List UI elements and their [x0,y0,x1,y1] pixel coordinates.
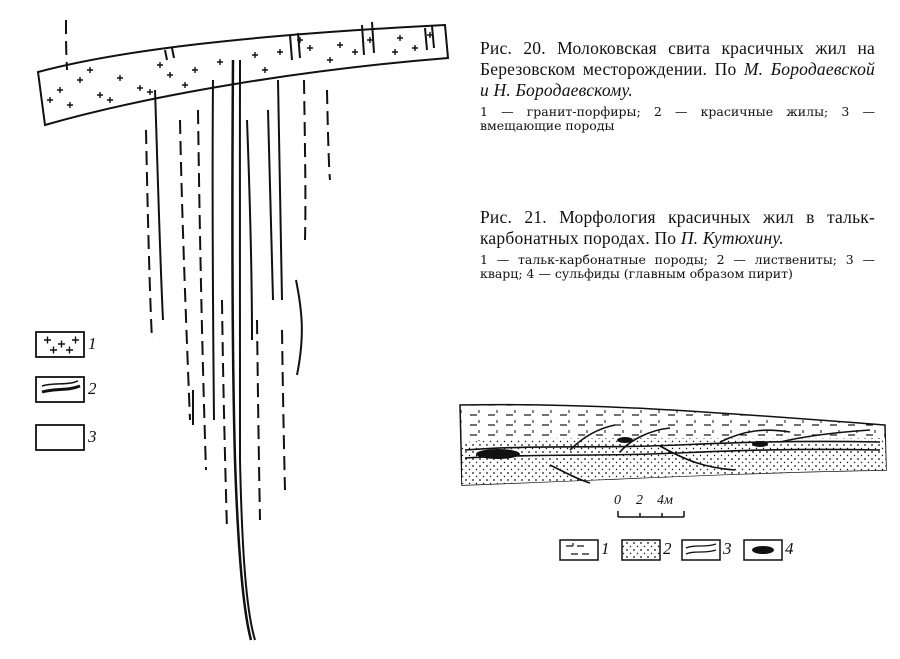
caption-fig20-prefix: Рис. 20. [480,38,546,58]
legend-num-2: 2 [88,379,97,398]
scale-label-2: 2 [636,493,643,508]
legend-box-host-rocks [36,425,84,450]
vein-dashed [304,80,305,240]
caption-fig21-prefix: Рис. 21. [480,207,547,227]
legend-fig20 [36,332,84,450]
caption-fig20-legend: 1 — гранит-порфиры; 2 — красичные жилы; 3 — вмещающие породы [480,104,875,133]
legend-num-3: 3 [88,427,97,446]
legend21-num-2: 2 [663,539,672,558]
legend21-num-1: 1 [601,539,610,558]
caption-fig21 [480,207,875,281]
caption-fig20-title [480,38,875,101]
granite-porphyry-band [38,25,448,125]
caption-fig21-title [480,207,875,249]
vein-dashed [327,90,330,180]
sulfide-body [617,437,633,443]
vein-dashed [66,20,67,70]
vein-solid [155,90,163,320]
vein-solid [213,80,214,420]
caption-fig21-authors: П. Кутюхину. [680,228,784,248]
caption-fig20-authors: М. Бородаевской и Н. Бородаевскому. [480,59,875,100]
vein-dashed [198,110,206,470]
vein-solid [268,110,273,300]
legend-num-1: 1 [88,334,97,353]
vein-solid [296,280,302,375]
scale-label-0: 0 [614,493,621,508]
caption-fig21-main: Морфология красичных жил в тальк-карбонатных породах. По [480,207,876,248]
legend21-num-4: 4 [785,539,794,558]
caption-fig20 [480,38,875,133]
vein-dashed [146,130,152,340]
caption-fig20-main: Молоковская свита красичных жил на Березовском месторождении. По [480,38,876,79]
vein-solid [278,80,282,300]
sulfide-body [752,441,768,447]
sulfide-body [476,449,520,459]
scale-bar [618,511,684,517]
vein-dashed [222,300,227,530]
vein-solid [247,120,252,340]
legend21-num-3: 3 [723,539,732,558]
legend-box-listvenite [622,540,660,560]
vein-dashed [282,330,285,490]
legend-box-talc [560,540,598,560]
vein-dashed [180,120,190,420]
caption-fig21-legend: 1 — тальк-карбонатные породы; 2 — листвениты; 3 — кварц; 4 — сульфиды (главным образом пирит) [480,252,875,281]
scale-label-4m: 4м [657,493,673,508]
vein-dashed [257,320,260,520]
